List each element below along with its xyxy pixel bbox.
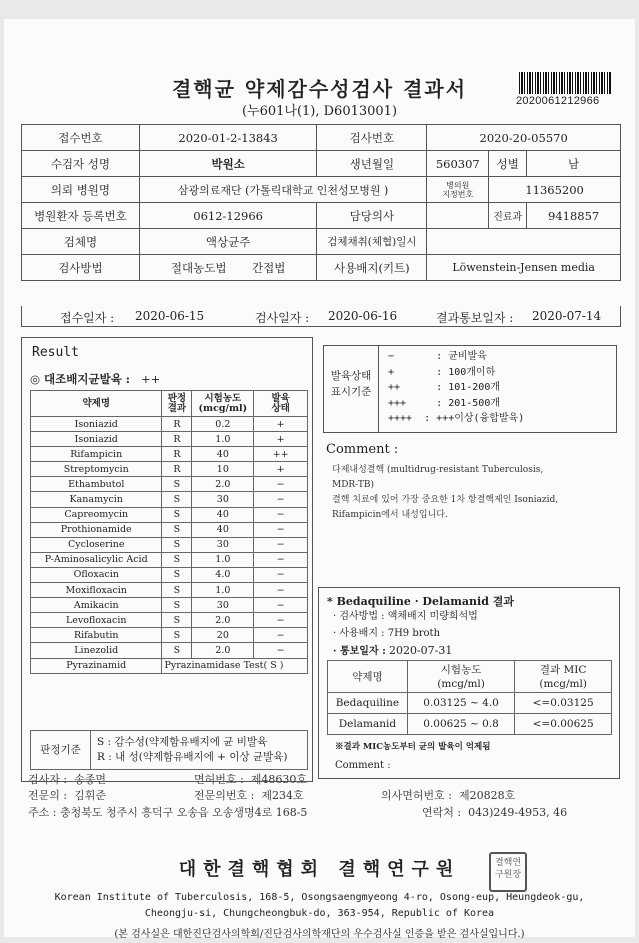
conc-header — [192, 391, 254, 417]
judge-header-2: 결과 — [167, 402, 187, 414]
comment-title: Comment : — [326, 442, 399, 457]
growth-legend — [323, 345, 617, 433]
contact-line — [422, 804, 567, 820]
doctor-value — [427, 203, 489, 229]
judge-cell: R — [162, 417, 192, 432]
barcode-image — [519, 72, 611, 94]
medium-label: 사용배지(키트) — [317, 255, 427, 281]
judge-cell: R — [162, 432, 192, 447]
hospital-code-value: 11365200 — [489, 177, 621, 203]
table-row — [31, 552, 308, 567]
bd-drug-header: 약제명 — [328, 661, 408, 693]
control-growth — [30, 371, 160, 387]
bd-medium: · 사용배지 : 7H9 broth — [333, 628, 441, 639]
conc-cell: 10 — [192, 462, 254, 477]
specialist-no-label: 전문의번호 : — [194, 789, 255, 802]
table-row — [328, 693, 612, 714]
doctor-license-label: 의사면허번호 : — [381, 789, 452, 802]
conc-cell: 40 — [192, 507, 254, 522]
doctor-license-value: 제20828호 — [458, 789, 516, 802]
conc-cell: 2.0 — [192, 613, 254, 628]
drug-name-cell: Levofloxacin — [31, 613, 162, 628]
hospital-code-label-1: 병의원 — [446, 180, 470, 190]
conc-cell: 30 — [192, 598, 254, 613]
result-title: Result — [32, 345, 79, 360]
drug-name-cell: Rifampicin — [31, 447, 162, 462]
specialist-line — [28, 787, 106, 803]
judge-header — [162, 391, 192, 417]
dept-value: 9418857 — [527, 203, 621, 229]
bd-conc-header — [407, 661, 514, 693]
drug-name-cell: Kanamycin — [31, 492, 162, 507]
dob-label: 생년월일 — [317, 151, 427, 177]
bd-report-date: 2020-07-31 — [388, 644, 453, 657]
conc-cell: 40 — [192, 447, 254, 462]
method-2: 간접법 — [252, 260, 286, 275]
judge-cell: S — [162, 477, 192, 492]
growth-cell: − — [254, 492, 308, 507]
legend-item: +++ : 201-500개 — [388, 397, 501, 409]
receipt-no-value: 2020-01-2-13843 — [139, 125, 317, 151]
table-row — [31, 537, 308, 552]
eng-line-2: Cheongju-si, Chungcheongbuk-do, 363-954, Republic of Korea — [144, 908, 495, 919]
test-no-label: 검사번호 — [317, 125, 427, 151]
judge-cell: S — [162, 552, 192, 567]
judge-cell: S — [162, 598, 192, 613]
table-row — [31, 417, 308, 432]
bd-mic-cell: <=0.03125 — [515, 693, 612, 714]
report-date-value: 2020-07-14 — [532, 309, 602, 323]
growth-cell: − — [254, 613, 308, 628]
growth-cell: + — [254, 432, 308, 447]
judge-cell: S — [162, 628, 192, 643]
growth-cell: + — [254, 417, 308, 432]
method-1: 절대농도법 — [170, 260, 227, 275]
conc-header-1: 시험농도 — [204, 392, 242, 404]
bd-mic-header — [515, 661, 612, 693]
receipt-date-value: 2020-06-15 — [135, 309, 205, 323]
growth-header — [254, 391, 308, 417]
report-date-label: 결과통보일자 : — [436, 311, 514, 325]
table-row — [328, 714, 612, 735]
dept-label: 진료과 — [489, 203, 527, 229]
patient-name-value: 박원소 — [139, 151, 317, 177]
table-row — [31, 432, 308, 447]
doctor-license-line — [381, 787, 515, 803]
test-date-value: 2020-06-16 — [328, 309, 398, 323]
judge-cell: S — [162, 613, 192, 628]
institute-address-english — [4, 890, 635, 922]
table-row — [31, 522, 308, 537]
bd-drug-cell: Bedaquiline — [328, 693, 408, 714]
bd-drug-cell: Delamanid — [328, 714, 408, 735]
drug-name-cell: Amikacin — [31, 598, 162, 613]
test-no-value: 2020-20-05570 — [427, 125, 621, 151]
bd-comment: Comment : — [335, 760, 391, 771]
comment-text — [332, 463, 617, 523]
hospital-label: 의뢰 병원명 — [22, 177, 140, 203]
contact-label: 연락처 : — [422, 806, 462, 819]
drug-name-cell: Linezolid — [31, 643, 162, 658]
comment-line-2: MDR-TB) — [332, 480, 375, 490]
drug-name-cell: Moxifloxacin — [31, 583, 162, 598]
sex-value: 남 — [527, 151, 621, 177]
bd-conc-header-1: 시험농도 — [440, 663, 482, 676]
license-value: 제48630호 — [250, 773, 307, 786]
conc-header-2: (mcg/ml) — [198, 402, 248, 414]
legend-item: ++ : 101-200개 — [388, 382, 501, 393]
license-line — [194, 771, 307, 787]
table-row — [31, 507, 308, 522]
legend-label-2: 표시기준 — [330, 386, 372, 398]
growth-cell: − — [254, 583, 308, 598]
bd-mic-header-1: 결과 MIC — [539, 663, 587, 676]
table-row — [31, 462, 308, 477]
bd-title: * Bedaquiline · Delamanid 결과 — [327, 595, 514, 608]
drug-name-cell: P-Aminosalicylic Acid — [31, 552, 162, 567]
judgment-criteria — [30, 730, 308, 770]
specialist-no-value: 제234호 — [261, 789, 304, 802]
bd-table — [327, 660, 612, 735]
tester-value: 송종면 — [74, 773, 106, 786]
dob-value: 560307 — [427, 151, 489, 177]
collection-value — [427, 229, 621, 255]
conc-cell: 30 — [192, 537, 254, 552]
report-title: 결핵균 약제감수성검사 결과서 — [171, 77, 468, 101]
growth-cell: − — [254, 552, 308, 567]
table-row — [31, 613, 308, 628]
conc-cell: 30 — [192, 492, 254, 507]
barcode-number: 2020061212966 — [516, 95, 600, 107]
bd-conc-cell: 0.03125 ~ 4.0 — [407, 693, 514, 714]
receipt-no-label: 접수번호 — [22, 125, 140, 151]
growth-header-1: 발육 — [271, 392, 290, 404]
method-value — [139, 255, 317, 281]
legend-item: + : 100개이하 — [388, 366, 496, 378]
conc-cell: 2.0 — [192, 477, 254, 492]
legend-item: − : 균비발육 — [388, 351, 487, 362]
bd-report — [333, 642, 478, 660]
hospital-code-label-2: 지정번호 — [442, 189, 474, 199]
judge-cell: S — [162, 583, 192, 598]
judge-header-1: 판정 — [167, 392, 187, 404]
conc-cell: 0.2 — [192, 417, 254, 432]
address-line — [28, 804, 307, 820]
drug-name-cell: Capreomycin — [31, 507, 162, 522]
address-value: 충청북도 청주시 흥덕구 오송읍 오송생명4로 168-5 — [59, 806, 308, 819]
judge-cell: R — [162, 462, 192, 477]
comment-line-1: 다제내성결핵 (multidrug-resistant Tuberculosis, — [332, 465, 544, 475]
growth-header-2: 상태 — [271, 402, 290, 414]
patient-info-table — [21, 124, 621, 281]
license-label: 면허번호 : — [194, 773, 244, 786]
bd-details — [333, 608, 478, 660]
table-row — [31, 598, 308, 613]
contact-value: 043)249-4953, 46 — [468, 806, 568, 819]
report-subtitle: (누601나(1), D6013001) — [241, 104, 398, 119]
official-seal: 결핵연구원장 — [489, 852, 527, 892]
tester-label: 검사자 : — [28, 773, 68, 786]
dates-row — [21, 306, 621, 327]
judge-cell: S — [162, 507, 192, 522]
result-section — [21, 337, 313, 782]
conc-cell: 1.0 — [192, 432, 254, 447]
method-label: 검사방법 — [22, 255, 140, 281]
table-row — [31, 628, 308, 643]
comment-line-4: Rifampicin에서 내성입니다. — [332, 510, 448, 520]
sex-label: 성별 — [489, 151, 527, 177]
test-date-label: 검사일자 : — [255, 311, 310, 325]
judge-cell: S — [162, 492, 192, 507]
bd-mic-header-2: (mcg/ml) — [539, 677, 587, 690]
drug-table — [30, 390, 308, 674]
hospital-value: 삼광의료재단 (가톨릭대학교 인천성모병원 ) — [139, 177, 426, 203]
legend-items — [388, 349, 524, 427]
drug-header: 약제명 — [31, 391, 162, 417]
judge-cell: S — [162, 537, 192, 552]
growth-cell: ++ — [254, 447, 308, 462]
patient-reg-value: 0612-12966 — [139, 203, 317, 229]
growth-cell: − — [254, 628, 308, 643]
bd-conc-cell: 0.00625 ~ 0.8 — [407, 714, 514, 735]
eng-line-1: Korean Institute of Tuberculosis, 168-5, Osongsaengmyeong 4-ro, Osong-eup, Heungdeok-gu, — [54, 892, 585, 903]
table-row — [31, 643, 308, 658]
bd-note: ※결과 MIC농도부터 균의 발육이 억제됨 — [335, 742, 491, 752]
judgment-label: 판정기준 — [31, 731, 91, 769]
judge-cell: S — [162, 643, 192, 658]
conc-cell: 40 — [192, 522, 254, 537]
specimen-value: 액상균주 — [139, 229, 317, 255]
bd-conc-header-2: (mcg/ml) — [437, 677, 485, 690]
legend-label-1: 발육상태 — [330, 370, 372, 382]
bd-mic-cell: <=0.00625 — [515, 714, 612, 735]
growth-cell: + — [254, 462, 308, 477]
growth-cell: − — [254, 537, 308, 552]
hospital-code-label — [427, 177, 489, 203]
conc-cell: 4.0 — [192, 567, 254, 582]
drug-name-cell: Ofloxacin — [31, 567, 162, 582]
judgment-r: R : 내 성(약제함유배지에 + 이상 균발육) — [97, 751, 288, 763]
judge-cell: S — [162, 567, 192, 582]
receipt-date-label: 접수일자 : — [60, 311, 115, 325]
specialist-no-line — [194, 787, 304, 803]
judgment-text — [97, 735, 287, 765]
growth-cell: − — [254, 598, 308, 613]
address-label: 주소 : — [28, 806, 57, 819]
specimen-label: 검체명 — [22, 229, 140, 255]
control-growth-label: ◎ 대조배지균발육 : — [30, 372, 131, 386]
table-row — [31, 583, 308, 598]
drug-name-cell: Isoniazid — [31, 432, 162, 447]
patient-reg-label: 병원환자 등록번호 — [22, 203, 140, 229]
table-row — [31, 492, 308, 507]
drug-name-cell: Prothionamide — [31, 522, 162, 537]
drug-name-cell: Isoniazid — [31, 417, 162, 432]
drug-name-cell: Ethambutol — [31, 477, 162, 492]
specialist-label: 전문의 : — [28, 789, 68, 802]
conc-cell: 1.0 — [192, 583, 254, 598]
drug-name-cell: Rifabutin — [31, 628, 162, 643]
legend-label — [324, 346, 379, 432]
growth-cell: − — [254, 477, 308, 492]
report-paper — [4, 19, 635, 940]
control-growth-value: ++ — [141, 372, 161, 386]
bd-method: · 검사방법 : 액체배지 미량희석법 — [333, 611, 478, 622]
comment-line-3: 결핵 치료에 있어 가장 중요한 1차 항결핵제인 Isoniazid, — [332, 495, 559, 505]
growth-cell: − — [254, 507, 308, 522]
conc-cell: 20 — [192, 628, 254, 643]
judge-cell: S — [162, 522, 192, 537]
pza-drug: Pyrazinamid — [31, 658, 162, 673]
drug-name-cell: Cycloserine — [31, 537, 162, 552]
growth-cell: − — [254, 522, 308, 537]
judgment-s: S : 감수성(약제함유배지에 균 비발육 — [97, 736, 268, 748]
growth-cell: − — [254, 643, 308, 658]
pza-result: Pyrazinamidase Test( S ) — [162, 658, 308, 673]
conc-cell: 1.0 — [192, 552, 254, 567]
growth-cell: − — [254, 567, 308, 582]
bd-report-label: · 통보일자 : — [333, 646, 386, 657]
doctor-label: 담당의사 — [317, 203, 427, 229]
certification-note: (본 검사실은 대한진단검사의학회/진단검사의학재단의 우수검사실 인증을 받은 검사실입니다.) — [114, 929, 525, 940]
institute-name: 대한결핵협회 결핵연구원 — [178, 859, 461, 880]
table-row — [31, 567, 308, 582]
patient-name-label: 수검자 성명 — [22, 151, 140, 177]
specialist-value: 김휘준 — [74, 789, 106, 802]
collection-label: 검체채취(체협)일시 — [317, 229, 427, 255]
bedaquiline-delamanid-section — [318, 587, 620, 779]
drug-name-cell: Streptomycin — [31, 462, 162, 477]
table-row — [31, 447, 308, 462]
medium-value: Löwenstein-Jensen media — [427, 255, 621, 281]
tester-line — [28, 771, 106, 787]
legend-item: ++++ : +++이상(융합발육) — [388, 413, 525, 424]
judge-cell: R — [162, 447, 192, 462]
conc-cell: 2.0 — [192, 643, 254, 658]
table-row — [31, 477, 308, 492]
